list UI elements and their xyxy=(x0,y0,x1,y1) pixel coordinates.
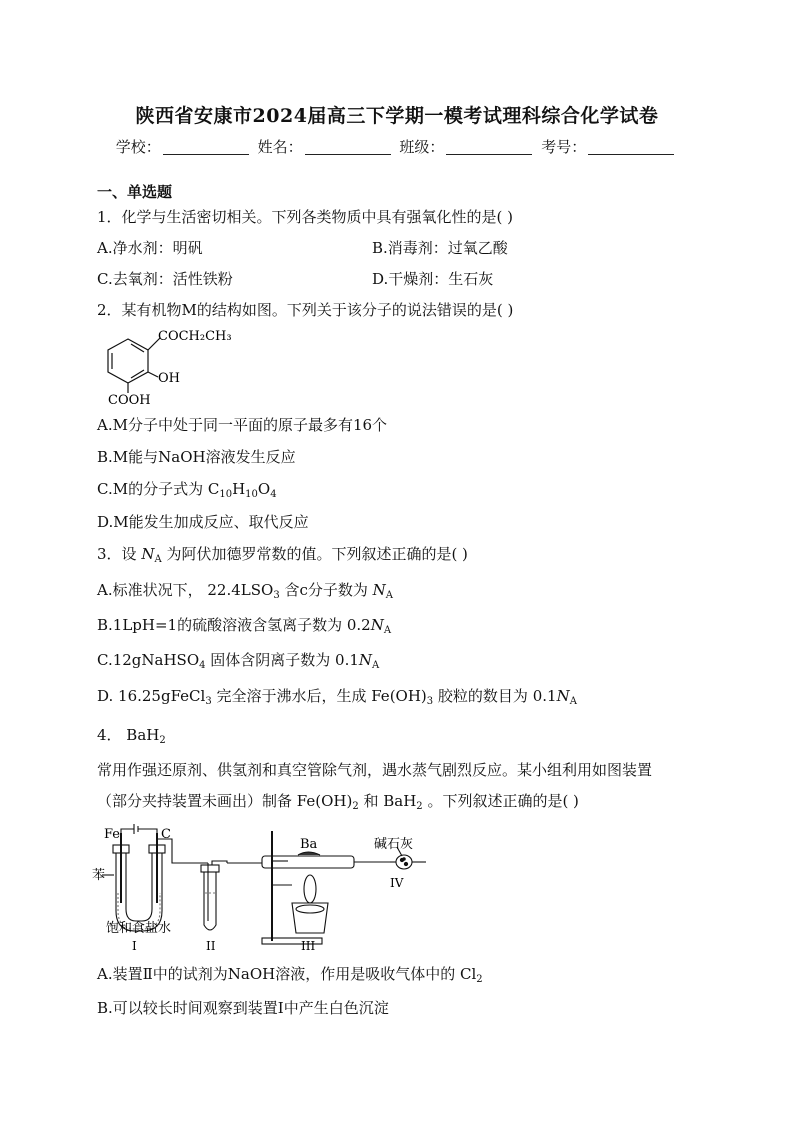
q4-stem-line1: 常用作强还原剂、供氢剂和真空管除气剂，遇水蒸气剧烈反应。某小组利用如图装置 xyxy=(97,761,653,779)
acyl-group-label: COCH₂CH₃ xyxy=(158,329,232,344)
class-blank[interactable] xyxy=(446,140,532,155)
q2-option-b: B.M能与NaOH溶液发生反应 xyxy=(97,448,296,466)
q2-structure-figure xyxy=(92,325,242,410)
benzene-label: 苯 xyxy=(92,868,106,883)
q2-option-a: A.M分子中处于同一平面的原子最多有16个 xyxy=(97,416,388,434)
salt-water-label: 饱和食盐水 xyxy=(106,921,172,936)
class-label: 班级： xyxy=(399,138,445,156)
q4-option-b: B.可以较长时间观察到装置Ⅰ中产生白色沉淀 xyxy=(97,999,389,1017)
school-label: 学校： xyxy=(115,138,161,156)
label-iii: III xyxy=(301,939,316,953)
label-iv: IV xyxy=(390,876,404,890)
hydroxyl-label: OH xyxy=(158,371,180,386)
label-ii: II xyxy=(206,939,216,953)
q4-number: 4． BaH$_2$ xyxy=(97,726,166,746)
q1-option-d: D.干燥剂：生石灰 xyxy=(372,270,494,288)
student-info-line xyxy=(0,136,794,157)
q3-option-b: B.1LpH=1的硫酸溶液含氢离子数为 $0.2N_A$ xyxy=(97,616,392,636)
apparatus-ii-test-tube xyxy=(201,861,227,930)
q2-option-d: D.M能发生加成反应、取代反应 xyxy=(97,513,309,531)
soda-lime-label: 碱石灰 xyxy=(374,837,414,852)
q3-option-c: C.12gNaHSO$_4$ 固体含阴离子数为 $0.1N_A$ xyxy=(97,651,380,671)
q3-option-a: A.标准状况下， $22.4LSO_3$ 含c分子数为 $N_A$ xyxy=(97,581,393,601)
school-blank[interactable] xyxy=(163,140,249,155)
q1-option-b: B.消毒剂：过氧乙酸 xyxy=(372,239,508,257)
q1-stem: 1．化学与生活密切相关。下列各类物质中具有强氧化性的是( ) xyxy=(97,208,514,226)
carboxyl-label: COOH xyxy=(108,393,151,408)
fe-electrode-label: Fe xyxy=(104,827,121,842)
q3-option-d: D. 16.25gFeCl$_3$ 完全溶于沸水后，生成 $Fe(OH)_3$ 胶粒的数目为 $0.1N_A$ xyxy=(97,687,577,707)
name-blank[interactable] xyxy=(305,140,391,155)
exam-number-label: 考号： xyxy=(541,138,587,156)
q2-option-c: C.M的分子式为 $C_{10}H_{10}O_4$ xyxy=(97,480,277,500)
exam-number-blank[interactable] xyxy=(588,140,674,155)
benzene-ring xyxy=(108,338,160,393)
label-i: I xyxy=(132,939,137,953)
q2-stem: 2．某有机物M的结构如图。下列关于该分子的说法错误的是( ) xyxy=(97,301,514,319)
q4-apparatus-figure xyxy=(92,823,432,955)
name-label: 姓名： xyxy=(257,138,303,156)
q1-option-c: C.去氧剂：活性铁粉 xyxy=(97,270,233,288)
page-title: 陕西省安康市2024届高三下学期一模考试理科综合化学试卷 xyxy=(135,105,659,127)
q1-option-a: A.净水剂：明矾 xyxy=(97,239,203,257)
ba-label: Ba xyxy=(300,837,318,852)
q4-stem-line2: （部分夹持装置未画出）制备 $Fe(OH)_2$ 和 BaH$_2$ 。下列叙述正确的是( ) xyxy=(97,792,579,812)
q4-option-a: A.装置Ⅱ中的试剂为NaOH溶液，作用是吸收气体中的 $Cl_2$ xyxy=(97,965,483,985)
section-heading: 一、单选题 xyxy=(97,183,173,201)
q3-stem: 3．设 $N_A$ 为阿伏加德罗常数的值。下列叙述正确的是( ) xyxy=(97,545,468,565)
c-electrode-label: C xyxy=(161,827,171,842)
